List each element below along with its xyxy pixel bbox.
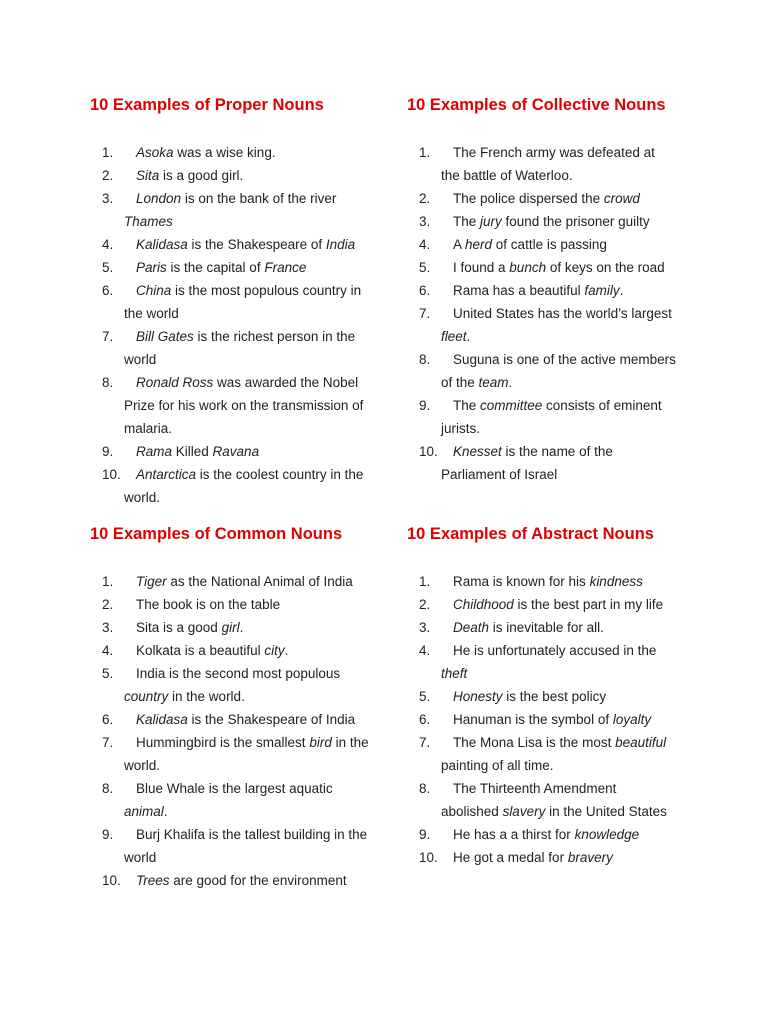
list-item: [90, 256, 370, 279]
highlighted-noun: theft: [441, 666, 468, 681]
text-fragment: is on the bank of the river: [181, 191, 337, 206]
section-heading: 10 Examples of Abstract Nouns: [407, 525, 654, 543]
item-text: [441, 846, 677, 869]
text-fragment: is the capital of: [166, 260, 265, 275]
list-item: [90, 570, 370, 593]
item-number: 2.: [102, 168, 114, 183]
text-fragment: of cattle is passing: [492, 237, 607, 252]
item-number: 1.: [419, 574, 431, 589]
text-fragment: is inevitable for all.: [489, 620, 604, 635]
item-text: [124, 325, 370, 371]
section-heading: 10 Examples of Common Nouns: [90, 525, 343, 543]
highlighted-noun: kindness: [589, 574, 643, 589]
item-number: 2.: [419, 191, 431, 206]
item-number: 1.: [419, 145, 431, 160]
item-text: [441, 302, 677, 348]
text-fragment: .: [508, 375, 513, 390]
item-text: [124, 823, 370, 869]
highlighted-noun: animal: [124, 804, 164, 819]
list-item: [90, 639, 370, 662]
list-item: [407, 846, 677, 869]
item-number: 10.: [419, 850, 438, 865]
item-text: [124, 279, 370, 325]
item-number: 5.: [102, 666, 114, 681]
text-fragment: A: [453, 237, 466, 252]
item-text: [124, 616, 370, 639]
item-number: 3.: [102, 620, 114, 635]
text-fragment: He got a medal for: [453, 850, 568, 865]
item-number: 8.: [102, 375, 114, 390]
item-number: 9.: [419, 398, 431, 413]
text-fragment: is the richest person in the world: [124, 329, 356, 367]
section-heading: 10 Examples of Collective Nouns: [407, 96, 666, 114]
item-number: 6.: [419, 283, 431, 298]
item-number: 10.: [419, 444, 438, 459]
item-number: 4.: [102, 237, 114, 252]
highlighted-noun: Antarctica: [136, 467, 197, 482]
item-text: [441, 233, 677, 256]
item-number: 4.: [419, 237, 431, 252]
item-number: 2.: [102, 597, 114, 612]
text-fragment: The book is on the table: [136, 597, 281, 612]
text-fragment: Blue Whale is the largest aquatic: [136, 781, 333, 796]
list-item: [407, 616, 677, 639]
text-fragment: He is unfortunately accused in the: [453, 643, 657, 658]
list-item: [90, 371, 370, 440]
item-number: 8.: [102, 781, 114, 796]
text-fragment: Kolkata is a beautiful: [136, 643, 265, 658]
item-text: [124, 869, 370, 892]
example-list: [90, 141, 370, 509]
highlighted-noun: committee: [480, 398, 543, 413]
item-text: [124, 570, 370, 593]
highlighted-noun: Rama: [136, 444, 173, 459]
item-number: 4.: [102, 643, 114, 658]
highlighted-noun: London: [136, 191, 182, 206]
list-item: [90, 823, 370, 869]
list-item: [407, 777, 677, 823]
item-number: 4.: [419, 643, 431, 658]
section-proper-nouns: [90, 94, 370, 509]
item-text: [441, 348, 677, 394]
item-number: 6.: [102, 283, 114, 298]
section-collective-nouns: [407, 94, 677, 486]
item-text: [124, 187, 370, 233]
item-text: [124, 593, 370, 616]
item-number: 9.: [102, 444, 114, 459]
highlighted-noun: Bill Gates: [136, 329, 194, 344]
item-number: 7.: [419, 306, 431, 321]
item-number: 7.: [419, 735, 431, 750]
list-item: [407, 440, 677, 486]
item-number: 8.: [419, 352, 431, 367]
list-item: [407, 685, 677, 708]
list-item: [407, 256, 677, 279]
highlighted-noun: Childhood: [453, 597, 514, 612]
item-number: 6.: [419, 712, 431, 727]
text-fragment: in the world.: [168, 689, 245, 704]
item-number: 5.: [419, 689, 431, 704]
highlighted-noun: Thames: [124, 214, 173, 229]
item-number: 6.: [102, 712, 114, 727]
item-text: [124, 777, 370, 823]
highlighted-noun: Honesty: [453, 689, 503, 704]
text-fragment: in the United States: [545, 804, 667, 819]
list-item: [90, 731, 370, 777]
item-text: [441, 256, 677, 279]
text-fragment: Suguna is one of the active members of the: [441, 352, 676, 390]
highlighted-noun: loyalty: [612, 712, 652, 727]
item-text: [441, 141, 677, 187]
text-fragment: is the best policy: [502, 689, 607, 704]
item-text: [124, 708, 370, 731]
item-text: [124, 233, 370, 256]
text-fragment: Hummingbird is the smallest: [136, 735, 310, 750]
list-item: [90, 233, 370, 256]
item-text: [124, 141, 370, 164]
item-text: [124, 463, 370, 509]
item-text: [441, 210, 677, 233]
item-text: [124, 440, 370, 463]
item-text: [124, 662, 370, 708]
item-number: 2.: [419, 597, 431, 612]
text-fragment: was a wise king.: [173, 145, 276, 160]
item-text: [124, 639, 370, 662]
text-fragment: is the coolest country in the world.: [124, 467, 364, 505]
text-fragment: Rama has a beautiful: [453, 283, 585, 298]
item-text: [441, 394, 677, 440]
text-fragment: India is the second most populous: [136, 666, 341, 681]
example-list: [90, 570, 370, 892]
section-heading: 10 Examples of Proper Nouns: [90, 96, 324, 114]
highlighted-noun: bird: [309, 735, 332, 750]
highlighted-noun: Kalidasa: [136, 712, 188, 727]
text-fragment: Burj Khalifa is the tallest building in the world: [124, 827, 368, 865]
text-fragment: is a good girl.: [159, 168, 244, 183]
text-fragment: Hanuman is the symbol of: [453, 712, 613, 727]
item-text: [441, 187, 677, 210]
list-item: [90, 325, 370, 371]
list-item: [407, 570, 677, 593]
highlighted-noun: China: [136, 283, 172, 298]
text-fragment: The: [453, 398, 481, 413]
text-fragment: .: [163, 804, 168, 819]
text-fragment: is the most populous country in the world: [124, 283, 362, 321]
example-list: [407, 570, 677, 869]
item-number: 3.: [419, 214, 431, 229]
section-abstract-nouns: [407, 523, 677, 869]
text-fragment: Sita is a good: [136, 620, 222, 635]
highlighted-noun: fleet: [441, 329, 467, 344]
item-number: 3.: [102, 191, 114, 206]
text-fragment: was awarded the Nobel Prize for his work on the transmission of malaria.: [124, 375, 364, 436]
item-number: 7.: [102, 735, 114, 750]
list-item: [90, 463, 370, 509]
text-fragment: is the name of the Parliament of Israel: [441, 444, 613, 482]
text-fragment: .: [239, 620, 244, 635]
text-fragment: consists of eminent jurists.: [441, 398, 662, 436]
text-fragment: The French army was defeated at the battle of Waterloo.: [441, 145, 655, 183]
list-item: [407, 708, 677, 731]
highlighted-noun: herd: [465, 237, 493, 252]
highlighted-noun: France: [264, 260, 307, 275]
item-number: 8.: [419, 781, 431, 796]
item-text: [441, 570, 677, 593]
text-fragment: found the prisoner guilty: [501, 214, 650, 229]
list-item: [90, 616, 370, 639]
item-number: 1.: [102, 145, 114, 160]
item-text: [441, 639, 677, 685]
item-text: [124, 731, 370, 777]
highlighted-noun: Knesset: [453, 444, 502, 459]
item-number: 9.: [419, 827, 431, 842]
highlighted-noun: bravery: [567, 850, 613, 865]
text-fragment: .: [466, 329, 471, 344]
list-item: [90, 187, 370, 233]
item-number: 5.: [102, 260, 114, 275]
section-common-nouns: [90, 523, 370, 892]
list-item: [407, 823, 677, 846]
highlighted-noun: Tiger: [136, 574, 167, 589]
text-fragment: United States has the world’s largest: [453, 306, 672, 321]
item-text: [441, 279, 677, 302]
text-fragment: of keys on the road: [546, 260, 665, 275]
list-item: [407, 141, 677, 187]
item-text: [441, 777, 677, 823]
item-text: [441, 440, 677, 486]
text-fragment: The police dispersed the: [453, 191, 604, 206]
list-item: [90, 662, 370, 708]
text-fragment: The Mona Lisa is the most: [453, 735, 616, 750]
text-fragment: .: [284, 643, 289, 658]
highlighted-noun: country: [124, 689, 169, 704]
item-text: [441, 823, 677, 846]
text-fragment: is the Shakespeare of India: [187, 712, 356, 727]
item-text: [441, 685, 677, 708]
text-fragment: Killed: [172, 444, 213, 459]
highlighted-noun: crowd: [603, 191, 640, 206]
highlighted-noun: Trees: [136, 873, 170, 888]
list-item: [90, 164, 370, 187]
list-item: [90, 869, 370, 892]
text-fragment: in the world.: [124, 735, 369, 773]
highlighted-noun: jury: [480, 214, 502, 229]
list-item: [407, 279, 677, 302]
list-item: [407, 348, 677, 394]
item-number: 1.: [102, 574, 114, 589]
list-item: [407, 302, 677, 348]
highlighted-noun: slavery: [502, 804, 546, 819]
highlighted-noun: Paris: [136, 260, 167, 275]
item-number: 3.: [419, 620, 431, 635]
highlighted-noun: India: [325, 237, 356, 252]
text-fragment: .: [619, 283, 624, 298]
highlighted-noun: Sita: [136, 168, 160, 183]
item-number: 10.: [102, 873, 121, 888]
text-fragment: is the best part in my life: [513, 597, 664, 612]
list-item: [90, 708, 370, 731]
item-text: [441, 616, 677, 639]
text-fragment: I found a: [453, 260, 510, 275]
highlighted-noun: knowledge: [574, 827, 640, 842]
list-item: [407, 593, 677, 616]
text-fragment: are good for the environment: [169, 873, 347, 888]
highlighted-noun: Ronald Ross: [136, 375, 214, 390]
list-item: [90, 141, 370, 164]
list-item: [407, 187, 677, 210]
text-fragment: painting of all time.: [441, 758, 554, 773]
list-item: [90, 279, 370, 325]
list-item: [407, 210, 677, 233]
highlighted-noun: Kalidasa: [136, 237, 188, 252]
highlighted-noun: family: [584, 283, 620, 298]
item-number: 5.: [419, 260, 431, 275]
highlighted-noun: bunch: [509, 260, 547, 275]
item-text: [441, 593, 677, 616]
list-item: [90, 593, 370, 616]
highlighted-noun: Death: [453, 620, 490, 635]
list-item: [90, 440, 370, 463]
list-item: [90, 777, 370, 823]
list-item: [407, 731, 677, 777]
highlighted-noun: Asoka: [136, 145, 174, 160]
list-item: [407, 394, 677, 440]
list-item: [407, 639, 677, 685]
text-fragment: He has a a thirst for: [453, 827, 575, 842]
item-text: [441, 708, 677, 731]
item-number: 9.: [102, 827, 114, 842]
item-text: [124, 256, 370, 279]
text-fragment: The: [453, 214, 481, 229]
text-fragment: The Thirteenth Amendment abolished: [441, 781, 617, 819]
item-text: [124, 164, 370, 187]
highlighted-noun: girl: [221, 620, 240, 635]
highlighted-noun: city: [264, 643, 285, 658]
item-number: 7.: [102, 329, 114, 344]
text-fragment: is the Shakespeare of: [187, 237, 326, 252]
highlighted-noun: beautiful: [615, 735, 667, 750]
text-fragment: Rama is known for his: [453, 574, 590, 589]
item-number: 10.: [102, 467, 121, 482]
list-item: [407, 233, 677, 256]
example-list: [407, 141, 677, 486]
highlighted-noun: team: [478, 375, 509, 390]
highlighted-noun: Ravana: [212, 444, 260, 459]
item-text: [124, 371, 370, 440]
text-fragment: as the National Animal of India: [166, 574, 353, 589]
item-text: [441, 731, 677, 777]
